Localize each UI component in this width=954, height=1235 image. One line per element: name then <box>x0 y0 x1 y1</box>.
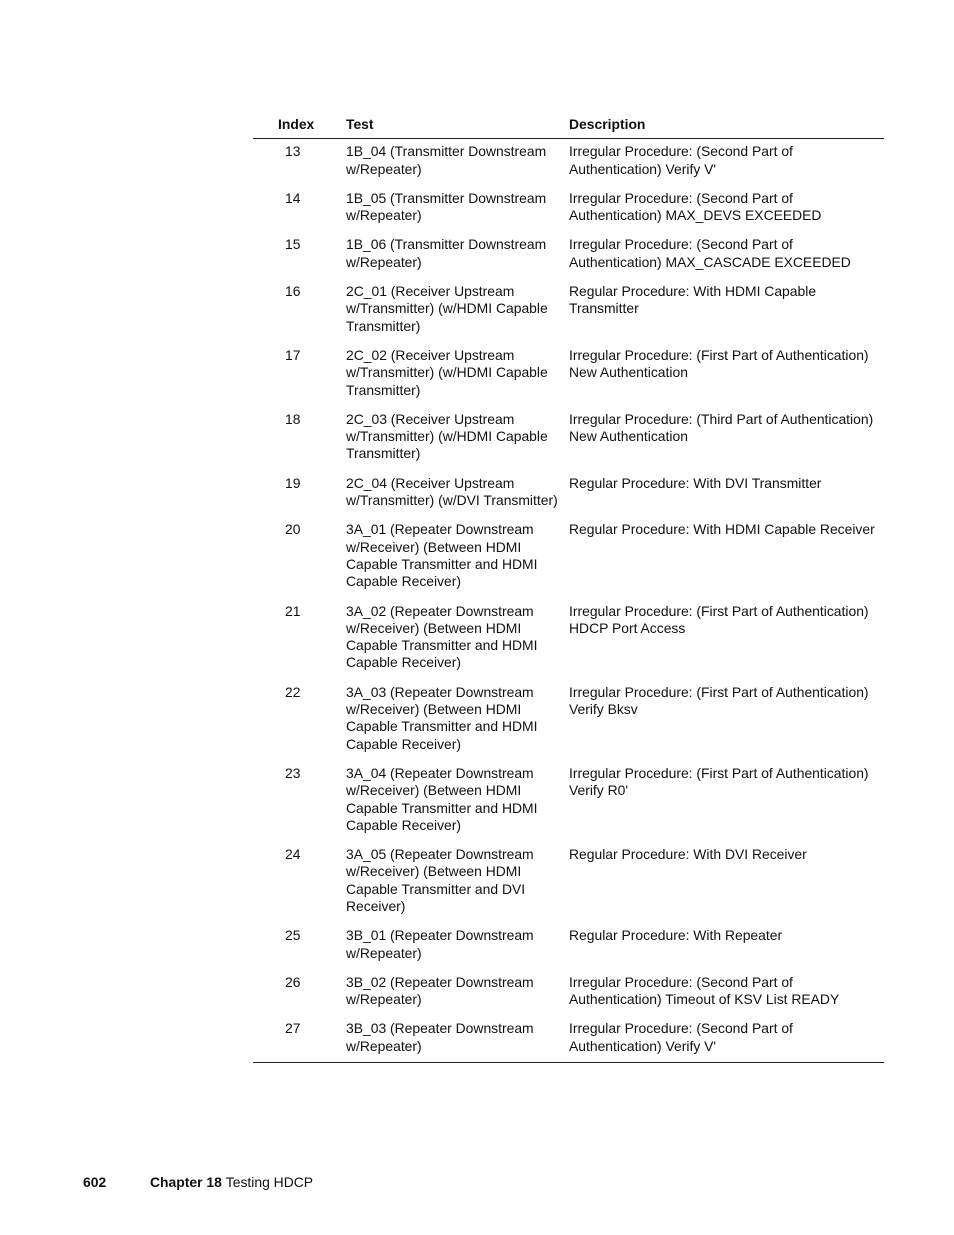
cell-description: Irregular Procedure: (Third Part of Authentication) New Authentication <box>569 410 874 445</box>
cell-index: 19 <box>285 474 301 491</box>
cell-test: 3B_03 (Repeater Downstream w/Repeater) <box>346 1020 569 1062</box>
table-row <box>253 603 884 684</box>
column-header-index: Index <box>253 113 346 139</box>
table-row <box>253 411 884 475</box>
table-header <box>253 113 884 139</box>
cell-test: 1B_05 (Transmitter Downstream w/Repeater) <box>346 189 547 224</box>
table-body <box>253 139 884 1063</box>
cell-description: Irregular Procedure: (Second Part of Authentication) Timeout of KSV List READY <box>569 973 840 1008</box>
table-row <box>253 1020 884 1062</box>
cell-description: Irregular Procedure: (First Part of Authentication) HDCP Port Access <box>569 602 869 636</box>
cell-description: Regular Procedure: With DVI Receiver <box>569 846 807 863</box>
cell-index: 14 <box>285 189 301 206</box>
cell-test: 3A_05 (Repeater Downstream w/Receiver) (Between HDMI Capable Transmitter and DVI Receiver) <box>346 846 534 914</box>
cell-test: 1B_04 (Transmitter Downstream w/Repeater) <box>346 143 547 177</box>
page-footer <box>83 1174 313 1190</box>
column-header-description: Description <box>569 113 884 139</box>
cell-index: 22 <box>285 683 301 700</box>
cell-index: 25 <box>285 927 301 944</box>
cell-index: 13 <box>285 143 301 160</box>
cell-test: 3A_01 (Repeater Downstream w/Receiver) (Between HDMI Capable Transmitter and HDMI Capable Receiver) <box>346 521 538 590</box>
table-row <box>253 927 884 974</box>
table-header-row <box>253 113 884 139</box>
table-row <box>253 974 884 1021</box>
page-number: 602 <box>83 1174 107 1190</box>
cell-description: Irregular Procedure: (First Part of Authentication) Verify Bksv <box>569 683 869 718</box>
table-row <box>253 521 884 602</box>
cell-test: 2C_02 (Receiver Upstream w/Transmitter) (w/HDMI Capable Transmitter) <box>346 346 548 398</box>
table-row <box>253 236 884 283</box>
cell-index: 18 <box>285 410 301 427</box>
cell-test: 3A_02 (Repeater Downstream w/Receiver) (Between HDMI Capable Transmitter and HDMI Capable Receiver) <box>346 602 538 671</box>
test-index-table <box>253 113 884 1063</box>
table-row <box>253 139 884 190</box>
column-header-test: Test <box>346 113 569 139</box>
cell-description: Irregular Procedure: (First Part of Authentication) Verify R0' <box>569 764 869 799</box>
cell-index: 26 <box>285 973 301 990</box>
cell-index: 23 <box>285 764 301 781</box>
cell-description: Irregular Procedure: (Second Part of Authentication) MAX_DEVS EXCEEDED <box>569 189 822 224</box>
cell-test: 1B_06 (Transmitter Downstream w/Repeater) <box>346 236 547 270</box>
cell-test: 3A_04 (Repeater Downstream w/Receiver) (Between HDMI Capable Transmitter and HDMI Capable Receiver) <box>346 764 538 833</box>
cell-test: 2C_01 (Receiver Upstream w/Transmitter) (w/HDMI Capable Transmitter) <box>346 283 548 334</box>
cell-test: 2C_03 (Receiver Upstream w/Transmitter) (w/HDMI Capable Transmitter) <box>346 410 548 462</box>
table-row <box>253 765 884 846</box>
chapter-title: Testing HDCP <box>225 1174 314 1190</box>
cell-description: Irregular Procedure: (Second Part of Authentication) Verify V' <box>569 143 793 177</box>
cell-description: Irregular Procedure: (Second Part of Authentication) Verify V' <box>569 1020 884 1062</box>
test-index-table-container <box>253 113 884 1063</box>
cell-index: 21 <box>285 602 301 619</box>
cell-description: Regular Procedure: With Repeater <box>569 927 783 944</box>
cell-index: 16 <box>285 283 301 300</box>
cell-test: 3B_02 (Repeater Downstream w/Repeater) <box>346 973 534 1008</box>
table-row <box>253 684 884 765</box>
table-row <box>253 347 884 411</box>
cell-test: 3B_01 (Repeater Downstream w/Repeater) <box>346 927 534 961</box>
cell-index: 17 <box>285 346 301 363</box>
cell-test: 3A_03 (Repeater Downstream w/Receiver) (Between HDMI Capable Transmitter and HDMI Capable Receiver) <box>346 683 538 752</box>
cell-index: 20 <box>285 521 301 538</box>
cell-index: 24 <box>285 846 301 863</box>
cell-description: Irregular Procedure: (Second Part of Authentication) MAX_CASCADE EXCEEDED <box>569 236 851 270</box>
table-row <box>253 475 884 522</box>
table-row <box>253 846 884 927</box>
table-row <box>253 190 884 237</box>
cell-description: Regular Procedure: With HDMI Capable Receiver <box>569 521 875 538</box>
table-row <box>253 283 884 347</box>
chapter-label: Chapter 18 <box>150 1174 222 1190</box>
cell-index: 15 <box>285 236 301 253</box>
cell-description: Regular Procedure: With HDMI Capable Transmitter <box>569 283 817 317</box>
cell-description: Irregular Procedure: (First Part of Authentication) New Authentication <box>569 346 869 381</box>
cell-index: 27 <box>253 1020 346 1062</box>
cell-test: 2C_04 (Receiver Upstream w/Transmitter) (w/DVI Transmitter) <box>346 474 558 509</box>
cell-description: Regular Procedure: With DVI Transmitter <box>569 474 822 491</box>
